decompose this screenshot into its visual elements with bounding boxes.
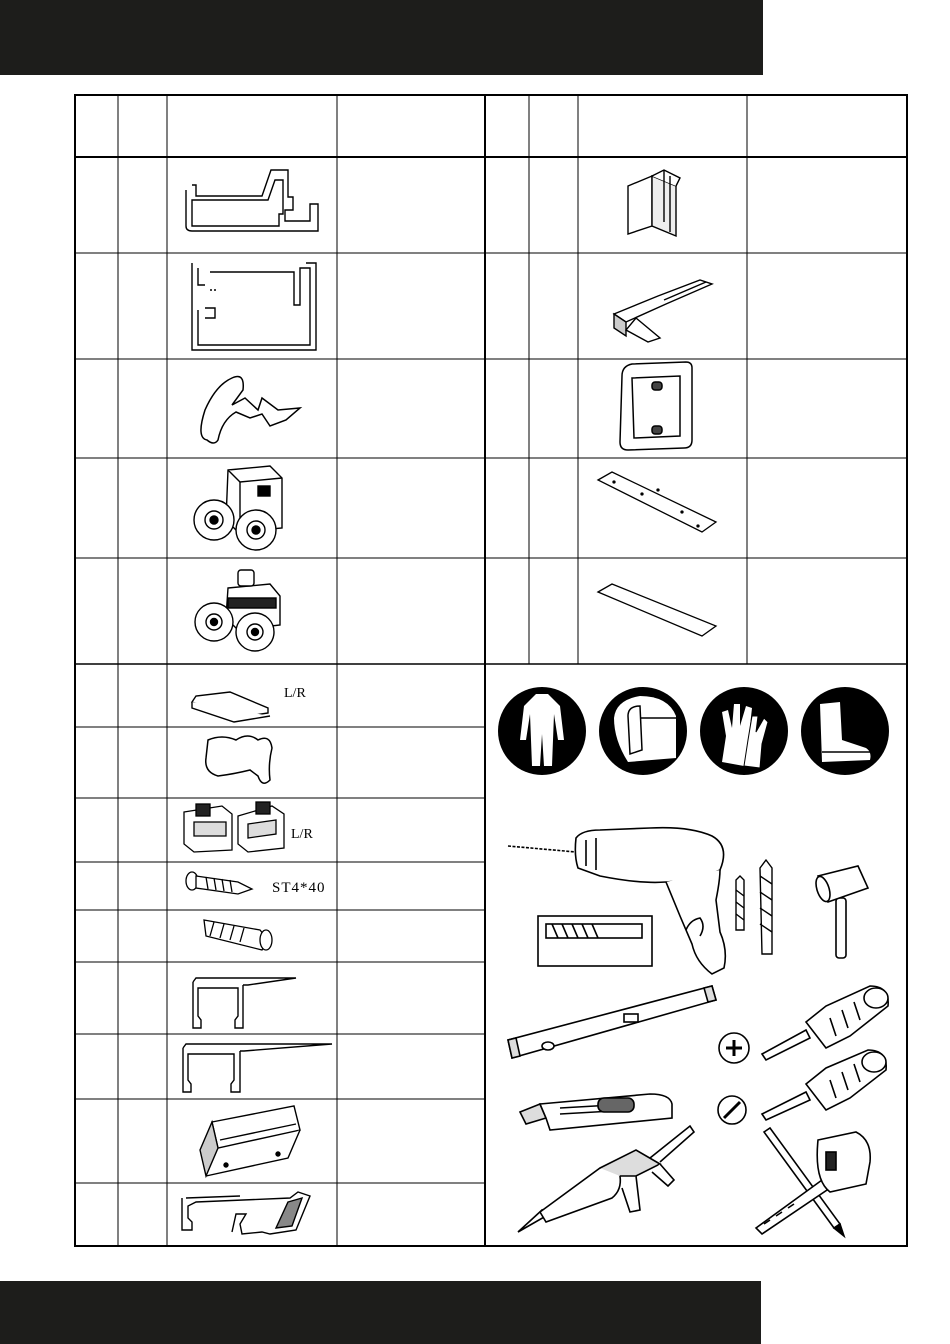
safety-boots-icon [801,687,889,775]
double-roller-with-housing-drawing [194,466,282,550]
tape-measure-icon [756,1132,870,1234]
caulking-gun-icon [518,1126,694,1232]
end-cap-drawing [192,692,270,722]
roller-with-cap-drawing [195,570,280,651]
utility-knife-icon [520,1094,672,1130]
mallet-icon [813,866,868,958]
handle-profile-drawing [200,1106,300,1176]
gasket-profile-drawing [206,736,272,783]
frame-bottom-profile-drawing [186,170,318,231]
drill-bit-icon [538,916,652,966]
plain-plate-drawing [598,584,716,636]
curved-profile-drawing [201,377,300,444]
spirit-level-icon [508,986,716,1058]
parts-table [75,95,907,1246]
screw-drawing [186,872,252,894]
screw-label: ST4*40 [272,880,326,896]
protective-suit-icon [498,687,586,775]
seal-strip-long-drawing [183,1044,332,1092]
flat-screwdriver-icon [718,1050,886,1124]
magnetic-seal-profile-drawing [182,1192,310,1234]
end-cap-label: L/R [284,686,306,701]
wall-plug-drawing [204,920,272,950]
wall-plug-bit-icon [736,860,772,954]
wall-profile-drawing [192,263,316,350]
corner-bracket-drawing [628,170,680,236]
connector-bracket-drawing [614,280,712,342]
corner-blocks-drawing [184,802,284,852]
seal-strip-short-drawing [193,978,296,1028]
face-shield-icon [599,687,687,775]
gloves-icon [700,687,788,775]
wall-bracket-drawing [620,362,692,450]
footer-bar [0,1281,761,1344]
plate-with-holes-drawing [598,472,716,532]
corner-blocks-label: L/R [291,827,313,842]
